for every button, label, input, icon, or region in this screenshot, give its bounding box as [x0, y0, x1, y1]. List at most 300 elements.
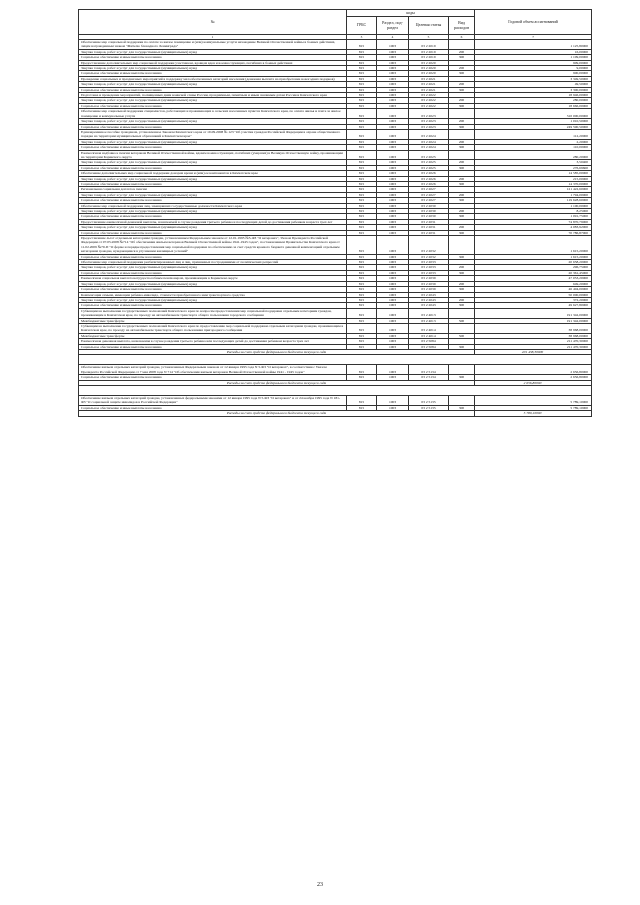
row-amount-cell: 276,69600: [475, 165, 592, 170]
row-name-cell: Закупка товаров, работ и услуг для государственных (муниципальных) нужд: [79, 192, 347, 197]
row-amount-cell: 49,50000: [475, 82, 592, 87]
row-grbs-cell: 815: [347, 129, 377, 139]
row-target-cell: 03 2 2031: [409, 225, 449, 230]
row-name-cell: Предоставление льгот отдельным категориям граждан, установленным Федеральным законом от 12.01.1995 №5-ФЗ "О ветеранах", Указом Президента Российской Федерации от 07.05.2008 №714 "Об обеспечении жильем ветеранов Великой Отечественной войны 1941-1945 годов", постановлением Правительства Камчатского края от 11.02.2009 №70-П "О форме и порядке предоставления мер социальной поддержки по обеспечению за счет средств краевого бюджета денежной компенсацией отдельным категориям граждан, нуждающимся в улучшении жилищных условий": [79, 236, 347, 255]
spacer-cell: [79, 355, 592, 365]
row-target-cell: 03 2 5084: [409, 344, 449, 349]
row-kind-cell: [449, 365, 475, 375]
header-amount-cell: Годовой объем ассигнований: [475, 10, 592, 35]
table-row: [79, 109, 592, 119]
column-number: 1: [79, 35, 347, 40]
row-kind-cell: 300: [449, 287, 475, 292]
row-section-cell: 1003: [377, 139, 409, 144]
row-amount-cell: 18 666,00000: [475, 103, 592, 108]
row-kind-cell: 200: [449, 139, 475, 144]
row-section-cell: 1003: [377, 82, 409, 87]
column-number: 6: [449, 35, 475, 40]
row-amount-cell: 50 000,00000: [475, 292, 592, 297]
row-grbs-cell: 815: [347, 225, 377, 230]
column-number: 3: [347, 35, 377, 40]
row-section-cell: 1003: [377, 103, 409, 108]
subtotal-amount: 2 656,80000: [475, 380, 592, 385]
row-section-cell: 1003: [377, 176, 409, 181]
row-target-cell: 03 2 2024: [409, 129, 449, 139]
header-codes-cell: коды: [347, 10, 475, 17]
row-amount-cell: 70 786,87000: [475, 230, 592, 235]
row-grbs-cell: 815: [347, 103, 377, 108]
row-target-cell: 03 2 2023: [409, 119, 449, 124]
row-grbs-cell: 815: [347, 203, 377, 208]
row-grbs-cell: 815: [347, 76, 377, 81]
row-section-cell: 1003: [377, 160, 409, 165]
row-amount-cell: 649,20000: [475, 281, 592, 286]
row-kind-cell: [449, 323, 475, 333]
row-grbs-cell: 815: [347, 236, 377, 255]
row-name-cell: Социальное обеспечение и иные выплаты населению: [79, 344, 347, 349]
row-name-cell: Закупка товаров, работ и услуг для государственных (муниципальных) нужд: [79, 297, 347, 302]
row-target-cell: 03 2 2022: [409, 93, 449, 98]
row-name-cell: Обеспечение мер социальной поддержки по оплате за жилое помещение и (или) коммунальные услуги нахождение Великой Отечественной войны в боевых действиях, лицам награжденным знаком "Жителю блокадного Ленинграда": [79, 40, 347, 50]
row-grbs-cell: 815: [347, 260, 377, 265]
row-grbs-cell: 815: [347, 150, 377, 160]
row-grbs-cell: 815: [347, 308, 377, 318]
row-amount-cell: 121 422,60000: [475, 187, 592, 192]
row-grbs-cell: 815: [347, 165, 377, 170]
row-grbs-cell: 815: [347, 254, 377, 259]
header-kind-cell: Вид расходов: [449, 17, 475, 35]
row-name-cell: Социальное обеспечение и иные выплаты населению: [79, 124, 347, 129]
column-number: 5: [409, 35, 449, 40]
row-name-cell: Закупка товаров, работ и услуг для государственных (муниципальных) нужд: [79, 98, 347, 103]
row-kind-cell: 300: [449, 214, 475, 219]
subtotal-amount: 5 789,10000: [475, 411, 592, 416]
row-kind-cell: [449, 396, 475, 406]
row-name-cell: Социальное обеспечение и иные выплаты населению: [79, 181, 347, 186]
row-grbs-cell: 815: [347, 66, 377, 71]
row-kind-cell: 200: [449, 265, 475, 270]
row-target-cell: 03 2 2020: [409, 71, 449, 76]
row-grbs-cell: 815: [347, 297, 377, 302]
row-amount-cell: 1 125,80000: [475, 40, 592, 50]
row-name-cell: Социальное обеспечение и иные выплаты населению: [79, 55, 347, 60]
row-name-cell: Закупка товаров, работ и услуг для государственных (муниципальных) нужд: [79, 281, 347, 286]
row-kind-cell: [449, 129, 475, 139]
row-target-cell: 03 2 2025: [409, 165, 449, 170]
row-section-cell: 1003: [377, 109, 409, 119]
row-kind-cell: 200: [449, 66, 475, 71]
row-section-cell: 1003: [377, 192, 409, 197]
row-grbs-cell: 815: [347, 318, 377, 323]
row-name-cell: Единовременное пособие гражданам, установленное Законом Камчатского края от 19.09.2008 № 123 "Об участии граждан Российской Федерации в охране общественного порядка на территории муниципальных образований в Камчатском крае": [79, 129, 347, 139]
row-name-cell: Межбюджетные трансферты: [79, 318, 347, 323]
row-grbs-cell: 815: [347, 209, 377, 214]
row-name-cell: Социальное обеспечение и иные выплаты населению: [79, 405, 347, 410]
row-grbs-cell: 815: [347, 119, 377, 124]
row-grbs-cell: 815: [347, 375, 377, 380]
row-grbs-cell: 815: [347, 303, 377, 308]
row-name-cell: Предоставление дополнительных мер социальной поддержки участникам, вдовцам вдов и военнослужащих, погибших в боевых действиях: [79, 60, 347, 65]
row-grbs-cell: 815: [347, 87, 377, 92]
row-target-cell: 03 2 2033: [409, 260, 449, 265]
row-section-cell: 1003: [377, 318, 409, 323]
row-target-cell: 03 2 2030: [409, 214, 449, 219]
row-amount-cell: 909,00000: [475, 60, 592, 65]
row-section-cell: 1003: [377, 236, 409, 255]
row-amount-cell: 9,00000: [475, 66, 592, 71]
row-amount-cell: 296,75000: [475, 265, 592, 270]
row-name-cell: Социальное обеспечение и иные выплаты населению: [79, 303, 347, 308]
row-section-cell: 1003: [377, 98, 409, 103]
row-target-cell: 03 2 4013: [409, 318, 449, 323]
header-section-cell: Раздел, под-раздел: [377, 17, 409, 35]
row-grbs-cell: 815: [347, 339, 377, 344]
row-section-cell: 1003: [377, 203, 409, 208]
row-target-cell: 03 2 2024: [409, 139, 449, 144]
row-name-cell: Закупка товаров, работ и услуг для государственных (муниципальных) нужд: [79, 265, 347, 270]
row-grbs-cell: 815: [347, 276, 377, 281]
row-name-cell: Субвенции на выполнение государственных полномочий Камчатского края по предоставлению мер социальной поддержки отдельным категориям граждан, проживающим в Камчатском крае, по проезду на автомобильном транспорте общего пользования пригородного сообщения: [79, 323, 347, 333]
row-kind-cell: 300: [449, 230, 475, 235]
row-kind-cell: 200: [449, 82, 475, 87]
row-target-cell: 03 2 5134: [409, 365, 449, 375]
header-grbs-cell: ГРБС: [347, 17, 377, 35]
row-name-cell: Закупка товаров, работ и услуг для государственных (муниципальных) нужд: [79, 225, 347, 230]
row-name-cell: Социальное обеспечение и иные выплаты населению: [79, 254, 347, 259]
row-section-cell: 1003: [377, 181, 409, 186]
row-name-cell: Социальное обеспечение и иные выплаты населению: [79, 230, 347, 235]
row-amount-cell: 46 404,00000: [475, 287, 592, 292]
row-amount-cell: 112,20000: [475, 129, 592, 139]
row-name-cell: Обеспечение дополнительных мер социальной поддержки донорам крови и (или) ее компонентов в Камчатском крае: [79, 171, 347, 176]
table-header-row-1: [79, 10, 592, 17]
row-grbs-cell: 815: [347, 124, 377, 129]
row-kind-cell: 200: [449, 297, 475, 302]
row-section-cell: 1003: [377, 198, 409, 203]
column-number: 4: [377, 35, 409, 40]
row-section-cell: 1003: [377, 129, 409, 139]
row-target-cell: 03 2 2039: [409, 281, 449, 286]
row-target-cell: 03 2 2021: [409, 82, 449, 87]
row-section-cell: 1003: [377, 230, 409, 235]
row-kind-cell: 300: [449, 303, 475, 308]
row-name-cell: Закупка товаров, работ и услуг для государственных (муниципальных) нужд: [79, 176, 347, 181]
budget-allocation-table: [78, 9, 592, 417]
row-grbs-cell: 815: [347, 344, 377, 349]
row-section-cell: 1003: [377, 287, 409, 292]
row-name-cell: Закупка товаров, работ и услуг для государственных (муниципальных) нужд: [79, 139, 347, 144]
row-name-cell: Обеспечение мер социальной поддержки лиц, замещавших государственные должности Камчатского края: [79, 203, 347, 208]
row-target-cell: 03 2 5134: [409, 375, 449, 380]
row-kind-cell: 200: [449, 281, 475, 286]
row-kind-cell: 300: [449, 181, 475, 186]
row-target-cell: 03 2 2043: [409, 297, 449, 302]
row-grbs-cell: 815: [347, 55, 377, 60]
row-amount-cell: 3 300,00000: [475, 87, 592, 92]
row-grbs-cell: 815: [347, 219, 377, 224]
row-name-cell: Субвенции на выполнение государственных полномочий Камчатского края по вопросам предоставления мер социальной поддержки отдельным категориям граждан, проживающим в Камчатском крае, по проезду на автомобильном транспорте общего пользования городского сообщения: [79, 308, 347, 318]
spacer-cell: [79, 386, 592, 396]
row-amount-cell: 372,20000: [475, 297, 592, 302]
row-section-cell: 1003: [377, 214, 409, 219]
row-section-cell: 1003: [377, 396, 409, 406]
row-amount-cell: 74 870,79000: [475, 219, 592, 224]
row-target-cell: 03 2 2019: [409, 55, 449, 60]
row-kind-cell: 300: [449, 71, 475, 76]
row-grbs-cell: 815: [347, 60, 377, 65]
row-amount-cell: 211 470,30000: [475, 339, 592, 344]
row-amount-cell: 2,20000: [475, 139, 592, 144]
row-target-cell: 03 2 5135: [409, 396, 449, 406]
row-target-cell: 03 2 2026: [409, 171, 449, 176]
row-name-cell: Социальное обеспечение и иные выплаты населению: [79, 270, 347, 275]
row-amount-cell: 14 370,00000: [475, 181, 592, 186]
row-target-cell: 03 2 2023: [409, 109, 449, 119]
header-name-cell: №: [79, 10, 347, 35]
row-target-cell: 03 2 2026: [409, 181, 449, 186]
row-name-cell: Социальное обеспечение и иные выплаты населению: [79, 214, 347, 219]
row-name-cell: Социальное обеспечение и иные выплаты населению: [79, 87, 347, 92]
row-target-cell: 03 2 2033: [409, 265, 449, 270]
row-amount-cell: 2 656,80000: [475, 375, 592, 380]
row-section-cell: 1003: [377, 119, 409, 124]
row-grbs-cell: 815: [347, 396, 377, 406]
row-section-cell: 1003: [377, 260, 409, 265]
row-target-cell: 03 2 2027: [409, 192, 449, 197]
row-name-cell: Закупка товаров, работ и услуг для государственных (муниципальных) нужд: [79, 119, 347, 124]
row-target-cell: 03 2 5084: [409, 339, 449, 344]
row-kind-cell: 500: [449, 318, 475, 323]
row-amount-cell: 1 091,75000: [475, 214, 592, 219]
row-target-cell: 03 2 2032: [409, 254, 449, 259]
row-amount-cell: 49 627,80000: [475, 303, 592, 308]
budget-table-sheet: [78, 9, 591, 417]
row-amount-cell: 1 615,20000: [475, 236, 592, 255]
row-section-cell: 1003: [377, 308, 409, 318]
row-amount-cell: 16,00000: [475, 49, 592, 54]
row-grbs-cell: 815: [347, 281, 377, 286]
row-section-cell: 1003: [377, 145, 409, 150]
row-amount-cell: 215,00000: [475, 176, 592, 181]
row-amount-cell: 900,00000: [475, 71, 592, 76]
row-name-cell: Закупка товаров, работ и услуг для государственных (муниципальных) нужд: [79, 49, 347, 54]
row-amount-cell: 1 794,00000: [475, 192, 592, 197]
row-grbs-cell: 815: [347, 49, 377, 54]
subtotal-label: Расходы за счет средств федерального бюджета текущего года: [79, 349, 475, 354]
row-grbs-cell: 815: [347, 160, 377, 165]
row-amount-cell: 5 789,10000: [475, 405, 592, 410]
row-kind-cell: 300: [449, 344, 475, 349]
row-name-cell: Межбюджетные трансферты: [79, 333, 347, 338]
row-grbs-cell: 815: [347, 139, 377, 144]
row-target-cell: 03 2 5135: [409, 405, 449, 410]
subtotal-row: [79, 411, 592, 416]
row-section-cell: 1003: [377, 225, 409, 230]
row-name-cell: Закупка товаров, работ и услуг для государственных (муниципальных) нужд: [79, 209, 347, 214]
row-target-cell: 03 2 2021: [409, 87, 449, 92]
table-row: [79, 236, 592, 255]
row-name-cell: Региональная социальная доплата к пенсии: [79, 187, 347, 192]
row-amount-cell: 2 656,80000: [475, 365, 592, 375]
row-amount-cell: 4 083,92000: [475, 225, 592, 230]
row-target-cell: 03 2 2039: [409, 276, 449, 281]
row-section-cell: 1003: [377, 165, 409, 170]
row-grbs-cell: 815: [347, 145, 377, 150]
row-name-cell: Проведение социальных и праздничных мероприятий в поддержку малообеспеченных категорий населения (денежная выплата на приобретение новогодних подарков): [79, 76, 347, 81]
row-name-cell: Обеспечение мер социальной поддержки реабилитированных лиц и лиц, признанных пострадавшими от политических репрессий: [79, 260, 347, 265]
row-name-cell: Социальное обеспечение и иные выплаты населению: [79, 103, 347, 108]
row-target-cell: 03 2 2030: [409, 209, 449, 214]
page-number: 23: [317, 882, 323, 888]
row-target-cell: 03 2 2032: [409, 236, 449, 255]
row-kind-cell: [449, 109, 475, 119]
row-kind-cell: 300: [449, 55, 475, 60]
row-section-cell: 1003: [377, 60, 409, 65]
row-kind-cell: 200: [449, 160, 475, 165]
row-section-cell: 1003: [377, 281, 409, 286]
column-number: 7: [475, 35, 592, 40]
row-grbs-cell: 815: [347, 287, 377, 292]
row-target-cell: 03 2 2019: [409, 40, 449, 50]
row-target-cell: 03 2 2022: [409, 103, 449, 108]
row-kind-cell: 200: [449, 225, 475, 230]
row-section-cell: 1003: [377, 344, 409, 349]
row-grbs-cell: 815: [347, 82, 377, 87]
row-section-cell: 1003: [377, 333, 409, 338]
row-kind-cell: 200: [449, 49, 475, 54]
row-section-cell: 1003: [377, 66, 409, 71]
row-kind-cell: 300: [449, 87, 475, 92]
row-section-cell: 1003: [377, 303, 409, 308]
row-target-cell: 03 2 2039: [409, 287, 449, 292]
subtotal-label: Расходы за счет средств федерального бюджета текущего года: [79, 380, 475, 385]
row-target-cell: 03 2 2019: [409, 49, 449, 54]
row-grbs-cell: 815: [347, 40, 377, 50]
row-target-cell: 03 2 2020: [409, 60, 449, 65]
row-target-cell: 03 2 2020: [409, 66, 449, 71]
subtotal-amount: 201 438,30000: [475, 349, 592, 354]
row-target-cell: 03 2 2033: [409, 270, 449, 275]
row-amount-cell: 191 342,00000: [475, 308, 592, 318]
row-section-cell: 1003: [377, 55, 409, 60]
row-grbs-cell: 815: [347, 187, 377, 192]
row-section-cell: 1003: [377, 219, 409, 224]
row-name-cell: Социальное обеспечение и иные выплаты населению: [79, 165, 347, 170]
row-amount-cell: 3,50400: [475, 160, 592, 165]
row-target-cell: 03 2 2025: [409, 150, 449, 160]
table-row: [79, 129, 592, 139]
row-target-cell: 03 2 2031: [409, 230, 449, 235]
row-grbs-cell: 815: [347, 93, 377, 98]
row-grbs-cell: 815: [347, 214, 377, 219]
row-kind-cell: 300: [449, 375, 475, 380]
row-kind-cell: 200: [449, 209, 475, 214]
row-amount-cell: 280,20000: [475, 150, 592, 160]
row-kind-cell: 300: [449, 103, 475, 108]
row-section-cell: 1003: [377, 292, 409, 297]
row-amount-cell: 38 968,00000: [475, 333, 592, 338]
row-target-cell: 03 2 4013: [409, 308, 449, 318]
header-target-cell: Целевая статья: [409, 17, 449, 35]
row-name-cell: Компенсация семьям, имеющим ребенка-инвалида, стоимости приобретенного ими транспортного средства: [79, 292, 347, 297]
row-name-cell: Социальное обеспечение и иные выплаты населению: [79, 198, 347, 203]
row-name-cell: Обеспечение жильем отдельных категорий граждан, установленных Федеральным законом от 12 января 1995 года N 5-ФЗ "О ветеранах", в соответствии с Указом Президента Российской Федерации от 7 мая 2008 года N 714 "Об обеспечении жильем ветеранов Великой Отечественной войны 1941 - 1945 годов": [79, 365, 347, 375]
row-section-cell: 1003: [377, 276, 409, 281]
row-kind-cell: [449, 308, 475, 318]
row-target-cell: 03 2 2023: [409, 124, 449, 129]
row-name-cell: Подготовка и проведение мероприятий, посвященных дням воинской славы России, праздничным, памятным и иным значимым датам России и Камчатского края: [79, 93, 347, 98]
row-grbs-cell: 815: [347, 230, 377, 235]
row-section-cell: 1003: [377, 209, 409, 214]
row-target-cell: 03 2 2027: [409, 198, 449, 203]
row-amount-cell: 191 342,00000: [475, 318, 592, 323]
row-section-cell: 1003: [377, 124, 409, 129]
row-amount-cell: 249 590,50000: [475, 124, 592, 129]
row-grbs-cell: 815: [347, 323, 377, 333]
row-amount-cell: 1 615,20000: [475, 254, 592, 259]
row-amount-cell: 38 968,00000: [475, 323, 592, 333]
row-kind-cell: 300: [449, 270, 475, 275]
row-kind-cell: [449, 236, 475, 255]
row-kind-cell: 300: [449, 198, 475, 203]
row-target-cell: 03 2 2027: [409, 187, 449, 192]
row-grbs-cell: 815: [347, 270, 377, 275]
row-section-cell: 1003: [377, 405, 409, 410]
row-section-cell: 1003: [377, 40, 409, 50]
table-row: [79, 308, 592, 318]
row-kind-cell: 200: [449, 192, 475, 197]
table-row: [79, 365, 592, 375]
row-amount-cell: 211 470,30000: [475, 344, 592, 349]
row-amount-cell: 20 361,45000: [475, 270, 592, 275]
row-section-cell: 1003: [377, 187, 409, 192]
row-grbs-cell: 815: [347, 198, 377, 203]
row-section-cell: 1003: [377, 93, 409, 98]
row-grbs-cell: 815: [347, 405, 377, 410]
row-kind-cell: 300: [449, 165, 475, 170]
row-grbs-cell: 815: [347, 192, 377, 197]
row-section-cell: 1003: [377, 270, 409, 275]
row-grbs-cell: 815: [347, 109, 377, 119]
row-target-cell: 03 2 4014: [409, 323, 449, 333]
row-section-cell: 1003: [377, 339, 409, 344]
row-grbs-cell: 815: [347, 171, 377, 176]
row-amount-cell: 310 000,00000: [475, 109, 592, 119]
row-name-cell: Социальное обеспечение и иные выплаты населению: [79, 145, 347, 150]
row-grbs-cell: 815: [347, 71, 377, 76]
row-section-cell: 1003: [377, 254, 409, 259]
spacer-row: [79, 355, 592, 365]
row-target-cell: 03 2 2021: [409, 76, 449, 81]
row-amount-cell: 14 585,00000: [475, 171, 592, 176]
table-row: [79, 150, 592, 160]
row-section-cell: 1003: [377, 171, 409, 176]
row-kind-cell: 200: [449, 176, 475, 181]
row-section-cell: 1003: [377, 150, 409, 160]
row-grbs-cell: 815: [347, 181, 377, 186]
row-name-cell: Социальное обеспечение и иные выплаты населению: [79, 71, 347, 76]
row-kind-cell: 300: [449, 124, 475, 129]
row-amount-cell: 18 946,00000: [475, 93, 592, 98]
row-target-cell: 03 2 2043: [409, 303, 449, 308]
row-section-cell: 1003: [377, 71, 409, 76]
row-amount-cell: 8,25000: [475, 209, 592, 214]
row-amount-cell: 3 349,50000: [475, 76, 592, 81]
row-amount-cell: 119 628,60000: [475, 198, 592, 203]
row-name-cell: Закупка товаров, работ и услуг для государственных (муниципальных) нужд: [79, 66, 347, 71]
row-target-cell: 03 2 2043: [409, 292, 449, 297]
row-amount-cell: 280,00000: [475, 98, 592, 103]
row-name-cell: Ежемесячная денежная выплата, назначаемая в случае рождения третьего ребенка или последующих детей до достижения ребенком возраста трех лет: [79, 339, 347, 344]
